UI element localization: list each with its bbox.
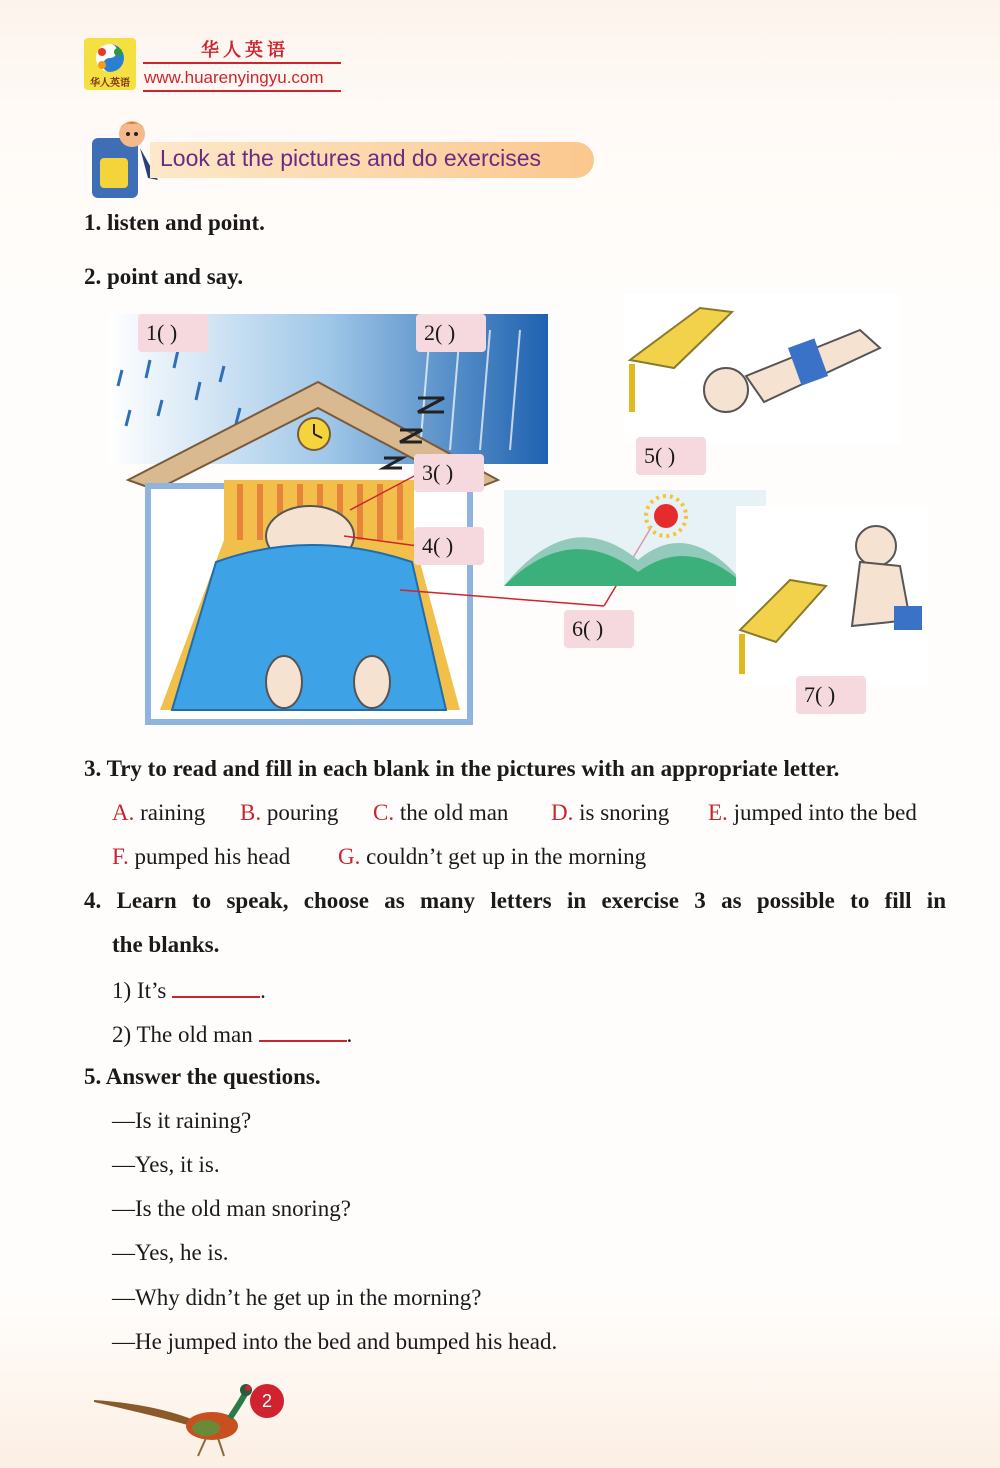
site-name: 华人英语 <box>201 40 289 61</box>
exercise-1-heading: 1. listen and point. <box>84 210 265 235</box>
answer-blank-2[interactable] <box>259 1020 347 1042</box>
dialogue-line: —Is it raining? <box>112 1108 252 1133</box>
dialogue-line: —Why didn’t he get up in the morning? <box>112 1285 482 1310</box>
picture-label-4[interactable]: 4( ) <box>414 527 484 565</box>
shorts-2 <box>894 606 922 630</box>
header-divider-bottom <box>143 90 341 92</box>
dialogue-line: —Yes, he is. <box>112 1240 229 1265</box>
exercise-4-heading: 4. Learn to speak, choose as many letters in exercise 3 as possible to fill in <box>84 888 946 913</box>
exercise-4-heading-cont: the blanks. <box>112 932 220 957</box>
option-b: B. pouring <box>240 800 339 825</box>
dialogue-line: —He jumped into the bed and bumped his head. <box>112 1329 558 1354</box>
old-man-bumped-head <box>704 368 748 412</box>
exercise-4-item-1: 1) It’s . <box>112 978 266 1003</box>
banner-title: Look at the pictures and do exercises <box>160 145 542 171</box>
exercise-5-heading: 5. Answer the questions. <box>84 1064 321 1089</box>
option-f: F. pumped his head <box>112 844 291 869</box>
picture-label-2[interactable]: 2( ) <box>416 314 486 352</box>
option-c: C. the old man <box>373 800 509 825</box>
story-illustration <box>100 290 930 730</box>
blue-blanket <box>172 545 446 710</box>
old-man-foot <box>354 656 390 708</box>
old-man-foot <box>266 656 302 708</box>
logo-text: 华人英语 <box>90 78 130 89</box>
site-url[interactable]: www.huarenyingyu.com <box>144 68 324 87</box>
picture-label-1[interactable]: 1( ) <box>138 314 208 352</box>
logo <box>84 38 136 90</box>
picture-label-3[interactable]: 3( ) <box>414 454 484 492</box>
answer-blank-1[interactable] <box>172 976 260 998</box>
option-d: D. is snoring <box>551 800 670 825</box>
option-e: E. jumped into the bed <box>708 800 917 825</box>
option-g: G. couldn’t get up in the morning <box>338 844 647 869</box>
page-number: 2 <box>250 1384 284 1418</box>
exercise-4-item-2: 2) The old man . <box>112 1022 353 1047</box>
header-divider <box>143 62 341 64</box>
exercise-2-heading: 2. point and say. <box>84 264 244 289</box>
sun-icon <box>654 504 678 528</box>
pheasant-icon <box>94 1380 254 1458</box>
dialogue-line: —Yes, it is. <box>112 1152 220 1177</box>
picture-label-6[interactable]: 6( ) <box>564 610 634 648</box>
picture-label-7[interactable]: 7( ) <box>796 676 866 714</box>
exercise-3-heading: 3. Try to read and fill in each blank in the pictures with an appropriate letter. <box>84 756 840 781</box>
picture-label-5[interactable]: 5( ) <box>636 437 706 475</box>
old-man-jumping-head <box>856 526 896 566</box>
option-a: A. raining <box>112 800 206 825</box>
dialogue-line: —Is the old man snoring? <box>112 1196 351 1221</box>
